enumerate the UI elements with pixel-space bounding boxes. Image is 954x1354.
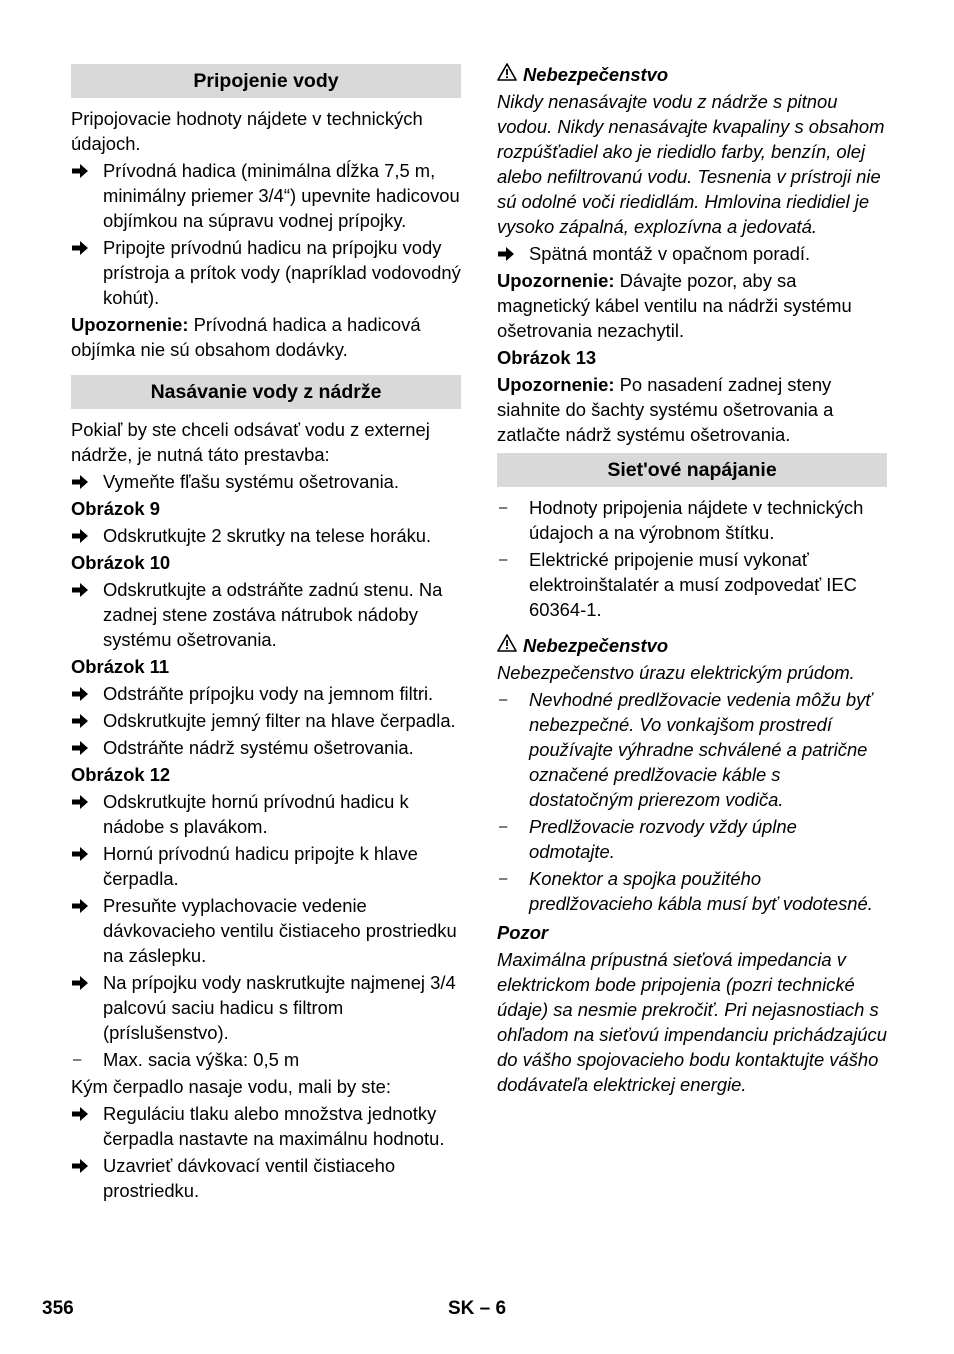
list-item-text: Konektor a spojka použitého predlžovacieho kábla musí byť vodotesné. [529,868,873,914]
paragraph: Pokiaľ by ste chceli odsávať vodu z externej nádrže, je nutná táto prestavba: [71,419,430,465]
dash-bullet: – [499,691,508,708]
dash-bullet: – [73,1051,82,1068]
dash-item [497,866,887,916]
note-label: Upozornenie: [71,314,189,335]
list-item [71,158,461,233]
section-heading-water-connection: Pripojenie vody [71,64,461,98]
list-item [71,970,461,1045]
arrow-right-icon [71,841,99,868]
list-item-text: Max. sacia výška: 0,5 m [103,1049,300,1070]
dash-item [497,687,887,812]
section-heading-power-supply: Siet'ové napájanie [497,453,887,487]
list-item-text: Odstráňte nádrž systému ošetrovania. [103,737,414,758]
list-item [71,235,461,310]
note [497,372,887,447]
left-column [71,62,461,1205]
list-item [71,681,461,706]
list-item-text: Pripojte prívodnú hadicu na prípojku vody prístroja a prítok vody (napríklad vodovodný kohút). [103,237,461,308]
arrow-right-icon [71,1153,99,1180]
warning-title: Nebezpečenstvo [523,635,669,656]
arrow-right-icon [497,241,525,268]
note [497,268,887,343]
warning-text: Nikdy nenasávajte vodu z nádrže s pitnou vodou. Nikdy nenasávajte kvapaliny s obsahom rozpúšťadiel ako je riedidlo farby, benzín, olej alebo nefiltrovanú vodu. Tesnenia v prístroji nie sú odolné voči riedidlám. Hmlovina riedidiel je vysoko zápalná, explozívna a jedovatá. [497,91,885,237]
list-item-text: Odskrutkujte a odstráňte zadnú stenu. Na zadnej stene zostáva nátrubok nádoby systému ošetrovania. [103,579,443,650]
list-item [71,893,461,968]
page-number: 356 [42,1298,74,1319]
arrow-right-icon [71,158,99,185]
arrow-right-icon [71,893,99,920]
dash-bullet: – [499,499,508,516]
list-item [71,735,461,760]
dash-bullet: – [499,818,508,835]
note-label: Upozornenie: [497,374,615,395]
arrow-right-icon [71,577,99,604]
figure-label: Obrázok 10 [71,552,171,573]
arrow-right-icon [71,789,99,816]
list-item-text: Prívodná hadica (minimálna dĺžka 7,5 m, minimálny priemer 3/4“) upevnite hadicovou objímkou na súpravu vodnej prípojky. [103,160,460,231]
dash-bullet: – [499,870,508,887]
list-item-text: Uzavrieť dávkovací ventil čistiaceho prostriedku. [103,1155,396,1201]
paragraph: Pripojovacie hodnoty nájdete v technických údajoch. [71,108,423,154]
warning-heading [497,62,887,87]
warning-triangle-icon [497,62,517,87]
caution-title: Pozor [497,922,549,943]
list-item [71,841,461,891]
list-item-text: Elektrické pripojenie musí vykonať elektroinštalatér a musí zodpovedať IEC 60364-1. [529,549,857,620]
dash-item [497,814,887,864]
arrow-right-icon [71,735,99,762]
paragraph: Kým čerpadlo nasaje vodu, mali by ste: [71,1076,391,1097]
list-item [71,708,461,733]
list-item-text: Na prípojku vody naskrutkujte najmenej 3/4 palcovú saciu hadicu s filtrom (príslušenstvo). [103,972,456,1043]
arrow-right-icon [71,235,99,262]
list-item [497,241,887,266]
caution-text: Maximálna prípustná sieťová impedancia v elektrickom bode pripojenia (pozri technické údaje) sa nesmie prekročiť. Pri nejasnostiach s ohľadom na sieťovú impendanciu prichádzajúcu do vášho spojovacieho bodu kontaktujte vášho dodávateľa elektrickej energie. [497,949,887,1095]
dash-bullet: – [499,551,508,568]
note-text: Po nasadení zadnej steny siahnite do šachty systému ošetrovania a zatlačte nádrž systému ošetrovania. [497,374,834,445]
list-item-text: Predlžovacie rozvody vždy úplne odmotajte. [529,816,797,862]
figure-label: Obrázok 13 [497,347,597,368]
list-item-text: Reguláciu tlaku alebo množstva jednotky čerpadla nastavte na maximálnu hodnotu. [103,1103,445,1149]
right-column [497,62,887,1099]
arrow-right-icon [71,523,99,550]
list-item-text: Odskrutkujte 2 skrutky na telese horáku. [103,525,432,546]
list-item-text: Presuňte vyplachovacie vedenie dávkovacieho ventilu čistiaceho prostriedku na záslepku. [103,895,457,966]
list-item-text: Vymeňte fľašu systému ošetrovania. [103,471,400,492]
dash-item [497,547,887,622]
arrow-right-icon [71,970,99,997]
warning-triangle-icon [497,633,517,658]
list-item [71,577,461,652]
list-item [71,1101,461,1151]
dash-item [71,1047,461,1072]
list-item-text: Hornú prívodnú hadicu pripojte k hlave čerpadla. [103,843,418,889]
list-item-text: Spätná montáž v opačnom poradí. [529,243,811,264]
dash-item [497,495,887,545]
list-item-text: Hodnoty pripojenia nájdete v technických údajoch a na výrobnom štítku. [529,497,864,543]
list-item [71,523,461,548]
list-item-text: Nevhodné predlžovacie vedenia môžu byť nebezpečné. Vo vonkajšom prostredí používajte výhradne schválené a patrične označené predlžovacie káble s dostatočným prierezom vodiča. [529,689,872,810]
list-item [71,1153,461,1203]
note-text: Dávajte pozor, aby sa magnetický kábel ventilu na nádrži systému ošetrovania nezachytil. [497,270,852,341]
figure-label: Obrázok 9 [71,498,160,519]
list-item [71,789,461,839]
section-indicator: SK – 6 [448,1298,507,1319]
figure-label: Obrázok 12 [71,764,171,785]
warning-text: Nebezpečenstvo úrazu elektrickým prúdom. [497,662,855,683]
arrow-right-icon [71,1101,99,1128]
warning-title: Nebezpečenstvo [523,64,669,85]
note-text: Prívodná hadica a hadicová objímka nie sú obsahom dodávky. [71,314,421,360]
list-item-text: Odstráňte prípojku vody na jemnom filtri. [103,683,434,704]
arrow-right-icon [71,708,99,735]
figure-label: Obrázok 11 [71,656,170,677]
section-heading-tank-suction: Nasávanie vody z nádrže [71,375,461,409]
list-item-text: Odskrutkujte hornú prívodnú hadicu k nádobe s plavákom. [103,791,409,837]
arrow-right-icon [71,469,99,496]
list-item-text: Odskrutkujte jemný filter na hlave čerpadla. [103,710,456,731]
arrow-right-icon [71,681,99,708]
list-item [71,469,461,494]
note-label: Upozornenie: [497,270,615,291]
note [71,312,461,362]
warning-heading [497,633,887,658]
